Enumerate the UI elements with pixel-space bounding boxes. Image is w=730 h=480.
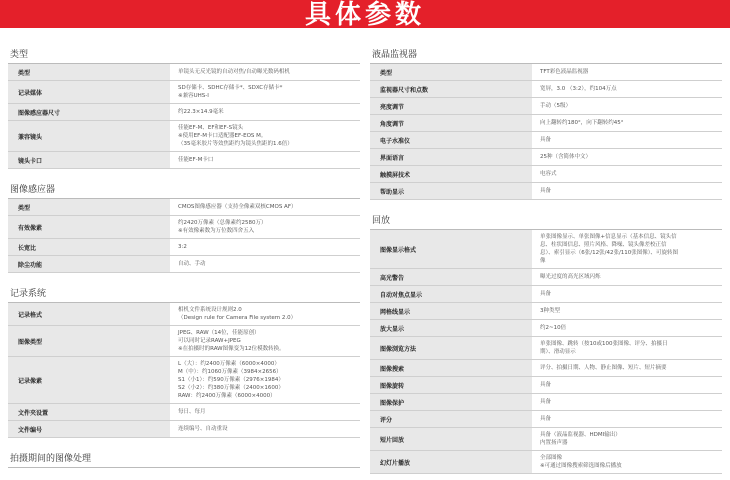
spec-label: 文件夹设置 bbox=[8, 404, 170, 420]
spec-row bbox=[8, 421, 360, 438]
spec-value-line: S1（小1）：约590万像素（2976×1984） bbox=[178, 377, 284, 383]
spec-row bbox=[8, 326, 360, 357]
spec-value-line: 每日、每月 bbox=[178, 409, 206, 415]
spec-value bbox=[532, 428, 722, 450]
spec-row bbox=[370, 377, 722, 394]
spec-label: 图像类型 bbox=[8, 326, 170, 356]
spec-label: 图像显示格式 bbox=[370, 230, 532, 268]
spec-row bbox=[370, 98, 722, 115]
spec-value-line: ※使用EF-M卡口适配器EF-EOS M。 bbox=[178, 133, 267, 139]
spec-value-line: 电容式 bbox=[540, 171, 557, 177]
spec-value-line: 佳能EF-M、EF和EF-S镜头 bbox=[178, 125, 244, 131]
spec-value-line: ※可通过图像搜索筛选图像后播放 bbox=[540, 463, 622, 469]
spec-value-line: 约2420万像素（总像素约2580万） bbox=[178, 220, 267, 226]
spec-value-line: JPEG、RAW（14位，佳能原创） bbox=[178, 330, 260, 336]
section-title: 回放 bbox=[370, 206, 722, 230]
spec-value-line: 曝光过度的高光区域闪烁 bbox=[540, 274, 601, 280]
spec-value-line: SD存储卡、SDHC存储卡*、SDXC存储卡* bbox=[178, 85, 283, 91]
spec-value-line: 具备 bbox=[540, 188, 552, 194]
spec-value-line: 单张图像显示、单张图像+信息显示（基本信息、镜头信 bbox=[540, 234, 677, 240]
spec-label: 界面语言 bbox=[370, 149, 532, 165]
spec-label: 触摸屏技术 bbox=[370, 166, 532, 182]
spec-row bbox=[370, 360, 722, 377]
spec-value-line: S2（小2）：约380万像素（2400×1600） bbox=[178, 385, 284, 391]
spec-row bbox=[370, 428, 722, 451]
spec-value-line: 宽屏，3.0 （3:2），约104万点 bbox=[540, 86, 617, 92]
spec-row bbox=[370, 451, 722, 474]
spec-label: 电子水准仪 bbox=[370, 132, 532, 148]
spec-value-line: 手动（5级） bbox=[540, 103, 571, 109]
spec-value bbox=[170, 256, 360, 272]
spec-value-line: 单张图像、跳转（按10或100张图像、评分、拍摄日 bbox=[540, 341, 668, 347]
spec-label: 亮度调节 bbox=[370, 98, 532, 114]
right-spec-column bbox=[370, 40, 722, 480]
spec-value bbox=[170, 152, 360, 168]
spec-label: 图像搜索 bbox=[370, 360, 532, 376]
spec-label: 帮助显示 bbox=[370, 183, 532, 199]
spec-row bbox=[8, 303, 360, 326]
spec-value-line: 具备 bbox=[540, 416, 552, 422]
spec-value bbox=[532, 98, 722, 114]
spec-value bbox=[170, 326, 360, 356]
spec-value-line: 3种类型 bbox=[540, 308, 560, 314]
spec-row bbox=[8, 121, 360, 152]
spec-value bbox=[170, 239, 360, 255]
spec-row bbox=[370, 230, 722, 269]
spec-label: 高光警告 bbox=[370, 269, 532, 285]
spec-label: 类型 bbox=[8, 64, 170, 80]
spec-label: 文件编号 bbox=[8, 421, 170, 437]
spec-row bbox=[370, 394, 722, 411]
spec-row bbox=[8, 357, 360, 404]
spec-value bbox=[170, 216, 360, 238]
section-title: 液晶监视器 bbox=[370, 40, 722, 64]
spec-value bbox=[532, 132, 722, 148]
spec-value-line: 具备 bbox=[540, 137, 552, 143]
spec-value-line: （Design rule for Camera File system 2.0） bbox=[178, 315, 297, 321]
spec-value-line: ※有效像素数为万位数四舍五入 bbox=[178, 228, 255, 234]
spec-value bbox=[532, 64, 722, 80]
spec-value bbox=[532, 360, 722, 376]
section-title: 拍摄期间的图像处理 bbox=[8, 444, 360, 468]
spec-row bbox=[8, 404, 360, 421]
spec-value-line: RAW：约2400万像素（6000×4000） bbox=[178, 393, 276, 399]
spec-value-line: 具备 bbox=[540, 382, 552, 388]
spec-value bbox=[532, 320, 722, 336]
spec-value-line: 向上翻转约180°，向下翻转约45° bbox=[540, 120, 624, 126]
spec-label: 自动对焦点显示 bbox=[370, 286, 532, 302]
spec-value bbox=[532, 411, 722, 427]
spec-value bbox=[170, 81, 360, 103]
spec-row bbox=[8, 216, 360, 239]
spec-value bbox=[532, 230, 722, 268]
spec-label: 评分 bbox=[370, 411, 532, 427]
spec-value bbox=[532, 337, 722, 359]
spec-value-line: TFT彩色液晶监视器 bbox=[540, 69, 589, 75]
spec-value bbox=[532, 377, 722, 393]
spec-value bbox=[532, 303, 722, 319]
spec-label: 镜头卡口 bbox=[8, 152, 170, 168]
spec-row bbox=[370, 269, 722, 286]
spec-label: 记录格式 bbox=[8, 303, 170, 325]
spec-value-line: 约22.3×14.9毫米 bbox=[178, 109, 224, 115]
spec-row bbox=[370, 64, 722, 81]
spec-label: 兼容镜头 bbox=[8, 121, 170, 151]
left-spec-column bbox=[8, 40, 360, 474]
spec-row bbox=[370, 81, 722, 98]
spec-value bbox=[532, 394, 722, 410]
spec-row bbox=[370, 183, 722, 200]
spec-value-line: 息、柱状图信息、照片风格、降噪、镜头像差校正信 bbox=[540, 242, 667, 248]
spec-value-line: 约2~10倍 bbox=[540, 325, 567, 331]
spec-value-line: ※在拍摄时的RAW图像变为12位模数转换。 bbox=[178, 346, 285, 352]
spec-value-line: L（大）：约2400万像素（6000×4000） bbox=[178, 361, 280, 367]
spec-value-line: 评分、拍摄日期、人物、静止图像、短片、短片摘要 bbox=[540, 365, 667, 371]
spec-value-line: 单镜头无反光镜的自动对焦/自动曝光数码相机 bbox=[178, 69, 290, 75]
spec-row bbox=[8, 256, 360, 273]
spec-value-line: 内置扬声器 bbox=[540, 440, 568, 446]
spec-label: 类型 bbox=[370, 64, 532, 80]
spec-value bbox=[170, 104, 360, 120]
spec-value bbox=[170, 121, 360, 151]
spec-label: 幻灯片播放 bbox=[370, 451, 532, 473]
spec-label: 图像浏览方法 bbox=[370, 337, 532, 359]
spec-value-line: 可以同时记录RAW+JPEG bbox=[178, 338, 241, 344]
spec-value-line: 佳能EF-M卡口 bbox=[178, 157, 214, 163]
spec-label: 图像感应器尺寸 bbox=[8, 104, 170, 120]
spec-row bbox=[370, 320, 722, 337]
spec-row bbox=[370, 115, 722, 132]
spec-row bbox=[370, 411, 722, 428]
spec-label: 除尘功能 bbox=[8, 256, 170, 272]
spec-label: 网格线显示 bbox=[370, 303, 532, 319]
spec-row bbox=[370, 132, 722, 149]
spec-label: 监视器尺寸和点数 bbox=[370, 81, 532, 97]
spec-label: 短片回放 bbox=[370, 428, 532, 450]
spec-value-line: 具备 bbox=[540, 291, 552, 297]
spec-value bbox=[532, 81, 722, 97]
spec-row bbox=[8, 239, 360, 256]
spec-row bbox=[370, 166, 722, 183]
spec-value bbox=[170, 404, 360, 420]
spec-value bbox=[170, 357, 360, 403]
spec-row bbox=[370, 303, 722, 320]
spec-label: 记录像素 bbox=[8, 357, 170, 403]
spec-value-line: 连续编号、自动重设 bbox=[178, 426, 228, 432]
spec-row bbox=[370, 337, 722, 360]
spec-row bbox=[370, 149, 722, 166]
spec-value-line: 全部图像 bbox=[540, 455, 563, 461]
spec-value bbox=[532, 115, 722, 131]
spec-label: 类型 bbox=[8, 199, 170, 215]
spec-value bbox=[170, 199, 360, 215]
spec-row bbox=[8, 64, 360, 81]
spec-value-line: ※兼容UHS-I bbox=[178, 93, 209, 99]
spec-label: 角度调节 bbox=[370, 115, 532, 131]
section-title: 图像感应器 bbox=[8, 175, 360, 199]
spec-value-line: 相机文件系统设计规则2.0 bbox=[178, 307, 242, 313]
spec-value bbox=[532, 269, 722, 285]
spec-label: 记录媒体 bbox=[8, 81, 170, 103]
spec-row bbox=[8, 81, 360, 104]
header-banner bbox=[0, 0, 730, 36]
spec-value-line: M（中）：约1060万像素（3984×2656） bbox=[178, 369, 282, 375]
spec-label: 图像旋转 bbox=[370, 377, 532, 393]
spec-value-line: 3:2 bbox=[178, 244, 187, 250]
spec-value-line: （35毫米胶片等效焦距约为镜头焦距的1.6倍） bbox=[178, 141, 293, 147]
spec-row bbox=[8, 104, 360, 121]
page-title: 具体参数 bbox=[304, 0, 425, 30]
spec-value bbox=[170, 303, 360, 325]
spec-value bbox=[532, 286, 722, 302]
spec-value-line: CMOS图像感应器（支持全像素双核CMOS AF） bbox=[178, 204, 297, 210]
spec-label: 放大显示 bbox=[370, 320, 532, 336]
spec-label: 长宽比 bbox=[8, 239, 170, 255]
spec-value-line: 具备 bbox=[540, 399, 552, 405]
spec-label: 有效像素 bbox=[8, 216, 170, 238]
spec-value-line: 自动、手动 bbox=[178, 261, 206, 267]
section-title: 类型 bbox=[8, 40, 360, 64]
spec-label: 图像保护 bbox=[370, 394, 532, 410]
spec-value-line: 期）、滑动显示 bbox=[540, 349, 576, 355]
spec-value-line: 息）、索引显示（6张/12张/42张/110张图像）、可旋转图 bbox=[540, 250, 679, 256]
spec-value bbox=[532, 451, 722, 473]
spec-row bbox=[8, 152, 360, 169]
spec-value-line: 具备（液晶监视器、HDMI输出） bbox=[540, 432, 621, 438]
spec-value bbox=[170, 421, 360, 437]
spec-value bbox=[532, 183, 722, 199]
section-title: 记录系统 bbox=[8, 279, 360, 303]
spec-value bbox=[532, 166, 722, 182]
spec-row bbox=[8, 199, 360, 216]
spec-value-line: 25种（含简体中文） bbox=[540, 154, 591, 160]
spec-row bbox=[370, 286, 722, 303]
spec-value-line: 像 bbox=[540, 258, 546, 264]
spec-value bbox=[532, 149, 722, 165]
spec-value bbox=[170, 64, 360, 80]
